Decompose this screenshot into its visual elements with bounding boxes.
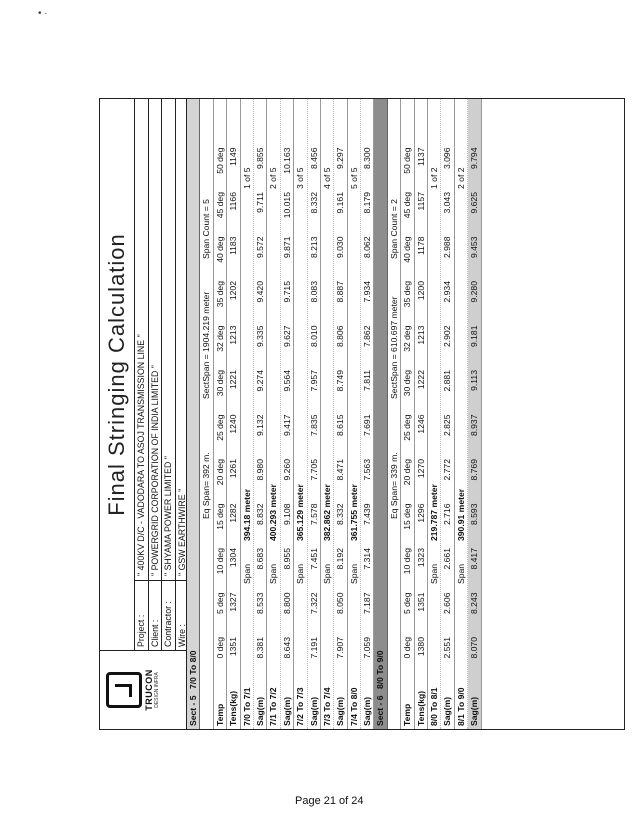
tension-row (227, 99, 240, 729)
span-label: 7/4 To 8/0 (348, 687, 359, 726)
sag-cell: 8.213 (308, 236, 319, 259)
temp-header-cell: 32 deg (402, 325, 413, 352)
tension-label: Tens(kg) (228, 690, 239, 726)
sag-cell: 8.471 (335, 459, 346, 481)
sag-cell: 7.811 (362, 370, 373, 391)
sect-span: SectSpan = 1904.219 meter (201, 291, 212, 399)
sag-cell: 2.825 (442, 414, 453, 437)
sag-cell: 8.179 (362, 192, 373, 214)
sag-cell: 9.108 (281, 503, 292, 526)
sag-cell: 8.769 (469, 459, 480, 481)
sag-cell: 8.050 (335, 592, 346, 615)
tension-cell: 1351 (228, 637, 239, 657)
tension-cell: 1261 (228, 459, 239, 479)
temp-header-cell: 10 deg (402, 548, 413, 575)
span-of: 4 of 5 (321, 167, 332, 189)
sag-cell: 8.533 (254, 592, 265, 615)
sag-cell: 9.274 (254, 370, 265, 392)
sag-cell: 10.163 (281, 147, 292, 174)
tension-cell: 1323 (415, 548, 426, 568)
span-row (348, 99, 361, 729)
company-logo (100, 650, 186, 729)
tension-cell: 1327 (228, 592, 239, 612)
section-range: 7/0 To 8/0 (188, 650, 198, 689)
sag-cell: 9.420 (254, 281, 265, 303)
sag-cell: 8.643 (281, 637, 292, 659)
sag-cell: 8.937 (469, 414, 480, 437)
span-length: 394.18 meter (241, 488, 252, 541)
project-value: " 400KV D/C - VADODARA TO ASOJ TRANSMISSION LINE " (136, 334, 146, 576)
sag-label: Sag(m) (308, 696, 319, 726)
temp-header-cell: 5 deg (402, 592, 413, 615)
span-word: Span (295, 563, 306, 584)
sag-cell: 8.243 (469, 592, 480, 615)
client-value: " POWERGRID CORPORATION OF INDIA LIMITED " (149, 365, 160, 576)
temp-header-cell: 25 deg (214, 414, 225, 441)
sag-cell: 9.711 (254, 192, 265, 213)
sag-cell: 9.260 (281, 459, 292, 481)
sag-cell: 7.957 (308, 370, 319, 392)
sag-cell: 7.563 (362, 459, 373, 481)
temp-header-cell: 5 deg (214, 592, 225, 615)
section-name: Sect - 5 (188, 695, 198, 726)
sag-cell: 8.749 (335, 370, 346, 392)
contractor-row (162, 99, 176, 650)
temp-header-cell: 30 deg (214, 370, 225, 397)
contractor-label: Contractor : (162, 580, 175, 650)
sag-cell: 8.010 (308, 325, 319, 348)
sag-cell: 2.606 (442, 592, 453, 615)
sag-cell: 8.456 (308, 147, 319, 170)
sag-cell: 8.332 (335, 503, 346, 526)
span-of: 1 of 5 (241, 167, 252, 189)
project-row (135, 99, 149, 650)
sag-cell: 9.625 (469, 192, 480, 214)
sag-cell: 8.887 (335, 281, 346, 303)
span-length: 219.787 meter (429, 484, 440, 541)
contractor-value: " SHYAMA POWER LIMITED " (163, 456, 174, 576)
span-row (321, 99, 334, 729)
sag-row (254, 99, 267, 729)
span-length: 365.129 meter (295, 484, 306, 541)
tension-cell: 1157 (415, 192, 426, 211)
sag-cell: 7.907 (335, 637, 346, 659)
span-word: Span (241, 563, 252, 584)
tension-label: Tens(kg) (415, 690, 426, 726)
temp-header-cell: 25 deg (402, 414, 413, 441)
tension-cell: 1213 (415, 325, 426, 345)
page-number: Page 21 of 24 (295, 795, 364, 807)
section-2 (374, 99, 481, 729)
sag-row (281, 99, 294, 729)
tension-cell: 1202 (228, 281, 239, 301)
tension-cell: 1246 (415, 414, 426, 434)
sag-cell: 2.551 (442, 637, 453, 659)
span-word: Span (268, 563, 279, 584)
tension-cell: 1380 (415, 637, 426, 657)
sag-cell: 9.715 (281, 281, 292, 303)
sag-cell: 8.062 (362, 236, 373, 259)
sag-cell: 8.683 (254, 548, 265, 570)
temp-header-cell: 45 deg (402, 192, 413, 219)
sag-cell: 9.855 (254, 147, 265, 170)
tension-cell: 1304 (228, 548, 239, 568)
sag-cell: 8.593 (469, 503, 480, 526)
sag-label: Sag(m) (335, 696, 346, 726)
sag-cell: 2.772 (442, 459, 453, 481)
sag-cell: 7.934 (362, 281, 373, 303)
tension-cell: 1282 (228, 503, 239, 523)
span-length: 382.862 meter (321, 484, 332, 541)
temp-label: Temp (214, 703, 225, 726)
sag-cell: 9.564 (281, 370, 292, 392)
scan-speck: • · (38, 8, 48, 19)
span-row (428, 99, 441, 729)
span-word: Span (321, 563, 332, 584)
sag-cell: 2.902 (442, 325, 453, 348)
span-label: 7/2 To 7/3 (295, 687, 306, 726)
sag-label: Sag(m) (442, 696, 453, 726)
sag-cell: 7.862 (362, 325, 373, 348)
sag-row (334, 99, 347, 729)
sag-cell: 7.191 (308, 637, 319, 659)
sag-cell: 7.691 (362, 414, 373, 437)
sag-cell: 7.705 (308, 459, 319, 481)
tension-cell: 1149 (228, 147, 239, 166)
wire-value: " GSW EARTHWIRE " (177, 488, 188, 576)
span-label: 8/1 To 9/0 (455, 687, 466, 726)
temp-header-cell: 20 deg (214, 459, 225, 486)
sag-cell: 9.572 (254, 236, 265, 259)
section-header-row (374, 99, 387, 729)
sag-cell: 8.083 (308, 281, 319, 303)
page-title: Final Stringing Calculation (104, 233, 129, 516)
span-of: 1 of 2 (429, 167, 440, 189)
tension-cell: 1213 (228, 325, 239, 345)
sag-cell: 8.192 (335, 548, 346, 570)
sag-cell: 9.132 (254, 414, 265, 437)
span-length: 361.755 meter (348, 484, 359, 541)
sag-cell: 8.980 (254, 459, 265, 481)
sag-cell: 9.794 (469, 147, 480, 170)
sag-cell: 8.417 (469, 548, 480, 570)
span-count: Span Count = 2 (388, 199, 399, 259)
sag-cell: 7.439 (362, 503, 373, 526)
sag-cell: 7.187 (362, 592, 373, 615)
section-info-row (388, 99, 401, 729)
sag-cell: 9.871 (281, 236, 292, 259)
tension-row (415, 99, 428, 729)
temp-header-cell: 45 deg (214, 192, 225, 219)
project-label: Project : (135, 580, 148, 650)
temp-header-cell: 50 deg (402, 147, 413, 174)
span-row (267, 99, 280, 729)
sect-span: SectSpan = 610.697 meter (388, 296, 399, 399)
temp-label: Temp (402, 703, 413, 726)
temp-header-cell: 0 deg (402, 637, 413, 659)
temp-header-cell: 40 deg (214, 236, 225, 263)
sag-label: Sag(m) (362, 696, 373, 726)
sag-cell: 8.955 (281, 548, 292, 570)
sag-row (308, 99, 321, 729)
span-word: Span (429, 563, 440, 584)
tension-cell: 1296 (415, 503, 426, 523)
temp-header-cell: 32 deg (214, 325, 225, 352)
sag-cell: 9.161 (335, 192, 346, 214)
sag-cell: 7.578 (308, 503, 319, 526)
eq-span: Eq Span= 339 m. (388, 452, 399, 519)
sag-cell: 2.881 (442, 370, 453, 392)
sag-cell: 9.335 (254, 325, 265, 348)
sag-cell: 2.934 (442, 281, 453, 303)
temp-header-cell: 30 deg (402, 370, 413, 397)
tension-cell: 1351 (415, 592, 426, 612)
sag-cell: 8.800 (281, 592, 292, 615)
sag-cell: 7.314 (362, 548, 373, 570)
span-row (455, 99, 468, 729)
tension-cell: 1200 (415, 281, 426, 301)
sag-cell: 10.015 (281, 192, 292, 219)
sag-cell: 9.453 (469, 236, 480, 259)
sag-cell: 8.300 (362, 147, 373, 170)
sag-cell: 8.615 (335, 414, 346, 437)
sag-cell: 8.070 (469, 637, 480, 659)
sag-cell: 7.322 (308, 592, 319, 615)
tension-cell: 1221 (228, 370, 239, 390)
span-label: 7/3 To 7/4 (321, 687, 332, 726)
sag-cell: 8.381 (254, 637, 265, 659)
temp-row (214, 99, 227, 729)
span-row (294, 99, 307, 729)
temp-header-cell: 15 deg (402, 503, 413, 530)
section-1 (187, 99, 374, 729)
tension-cell: 1270 (415, 459, 426, 479)
section-name: Sect - 6 (375, 695, 386, 726)
sag-cell: 2.988 (442, 236, 453, 259)
logo-text: TRUCON (144, 669, 154, 711)
sag-cell: 8.332 (308, 192, 319, 214)
sag-cell: 9.280 (469, 281, 480, 303)
sag-cell: 7.059 (362, 637, 373, 659)
sheet-header (100, 99, 187, 729)
tension-cell: 1240 (228, 414, 239, 434)
sag-cell: 7.451 (308, 548, 319, 570)
span-label: 8/0 To 8/1 (429, 687, 440, 726)
sag-cell: 2.661 (442, 548, 453, 570)
sag-row (361, 99, 374, 729)
sag-label: Sag(m) (469, 696, 480, 726)
sag-cell: 3.096 (442, 147, 453, 170)
stringing-tables (187, 99, 482, 729)
temp-header-cell: 50 deg (214, 147, 225, 174)
sag-cell: 3.043 (442, 192, 453, 214)
span-count: Span Count = 5 (201, 199, 212, 259)
title-band (100, 99, 135, 650)
section-range: 8/0 To 9/0 (375, 650, 386, 689)
span-word: Span (348, 563, 359, 584)
span-length: 390.91 meter (455, 488, 466, 541)
sag-cell: 9.030 (335, 236, 346, 259)
tension-cell: 1166 (228, 192, 239, 211)
temp-header-cell: 10 deg (214, 548, 225, 575)
temp-row (401, 99, 414, 729)
client-label: Client : (149, 580, 162, 650)
sag-cell: 9.297 (335, 147, 346, 170)
sag-cell: 2.716 (442, 503, 453, 526)
sag-cell: 9.181 (469, 325, 480, 348)
sag-row (441, 99, 454, 729)
wire-label: Wire : (176, 580, 189, 650)
sag-row (468, 99, 481, 729)
sag-cell: 9.627 (281, 325, 292, 348)
logo-subtext: DESIGN INFRA (154, 672, 160, 708)
sag-cell: 7.835 (308, 414, 319, 437)
span-row (241, 99, 254, 729)
tension-cell: 1222 (415, 370, 426, 390)
tension-cell: 1137 (415, 147, 426, 166)
span-of: 2 of 2 (455, 167, 466, 189)
span-length: 400.293 meter (268, 484, 279, 541)
span-of: 2 of 5 (268, 167, 279, 189)
client-row (149, 99, 163, 650)
temp-header-cell: 20 deg (402, 459, 413, 486)
span-word: Span (455, 563, 466, 584)
sag-cell: 9.113 (469, 370, 480, 391)
span-of: 3 of 5 (295, 167, 306, 189)
project-info (135, 99, 186, 650)
sag-label: Sag(m) (254, 696, 265, 726)
span-label: 7/0 To 7/1 (241, 687, 252, 726)
temp-header-cell: 40 deg (402, 236, 413, 263)
sag-cell: 9.417 (281, 414, 292, 437)
section-header-row (187, 99, 200, 729)
temp-header-cell: 0 deg (214, 637, 225, 659)
stringing-sheet (99, 98, 625, 730)
temp-header-cell: 15 deg (214, 503, 225, 530)
logo-mark-icon (106, 672, 142, 708)
span-of: 5 of 5 (348, 167, 359, 189)
sag-cell: 8.832 (254, 503, 265, 526)
eq-span: Eq Span= 392 m. (201, 452, 212, 519)
temp-header-cell: 35 deg (214, 281, 225, 308)
tension-cell: 1183 (228, 236, 239, 255)
temp-header-cell: 35 deg (402, 281, 413, 308)
section-info-row (200, 99, 213, 729)
sag-label: Sag(m) (281, 696, 292, 726)
span-label: 7/1 To 7/2 (268, 687, 279, 726)
tension-cell: 1178 (415, 236, 426, 255)
sag-cell: 8.806 (335, 325, 346, 348)
